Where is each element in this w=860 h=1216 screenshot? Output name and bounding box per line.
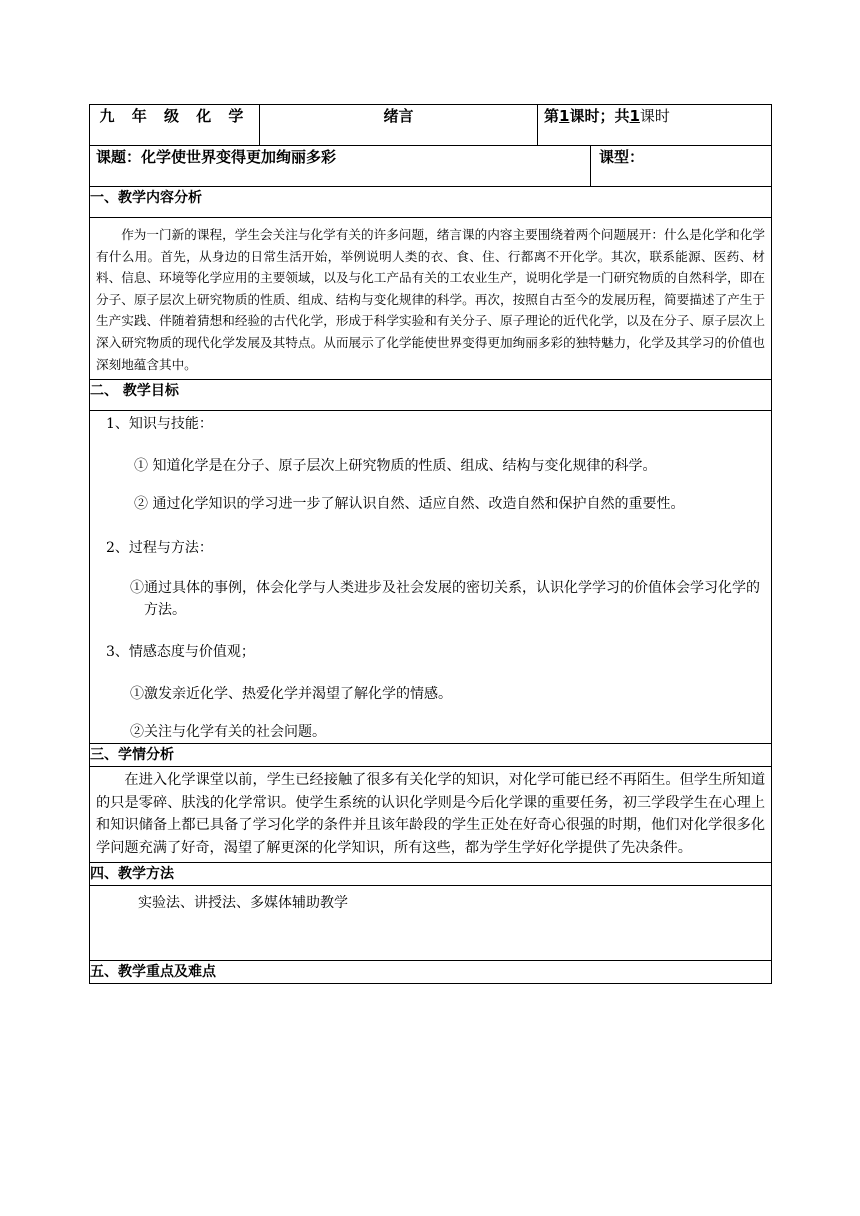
lesson-number: 1 (559, 107, 570, 125)
subject-cell: 九 年 级 化 学 (90, 105, 260, 146)
section2-heading-row (90, 380, 772, 411)
section5-heading-row (90, 960, 772, 983)
header-row (90, 105, 772, 146)
section1-heading: 一、教学内容分析 (90, 187, 772, 218)
section5-heading: 五、教学重点及难点 (90, 960, 772, 983)
section3-body: 在进入化学课堂以前，学生已经接触了很多有关化学的知识，对化学可能已经不再陌生。但学生所知道的只是零碎、肤浅的化学常识。使学生系统的认识化学则是今后化学课的重要任务，初三学段学生在心理上和知识储备上都已具备了学习化学的条件并且该年龄段的学生正处在好奇心很强的时期，他们对化学很多化学问题充满了好奇，渴望了解更深的化学知识，所有这些，都为学生学好化学提供了先决条件。 (90, 767, 772, 862)
lesson-type-label: 课型： (591, 146, 772, 187)
knowledge-item-2: ② 通过化学知识的学习进一步了解认识自然、适应自然、改造自然和保护自然的重要性。 (134, 496, 685, 513)
section4-body-row (90, 885, 772, 960)
section2-body (90, 411, 772, 744)
process-title: 2、过程与方法： (106, 540, 213, 557)
lesson-mid: 课时；共 (569, 107, 630, 125)
lesson-plan-page (89, 104, 771, 984)
lesson-plan-table (89, 104, 772, 984)
knowledge-item-1: ① 知道化学是在分子、原子层次上研究物质的性质、组成、结构与变化规律的科学。 (134, 458, 657, 475)
knowledge-title: 1、知识与技能： (106, 416, 213, 433)
emotion-item-2: ②关注与化学有关的社会问题。 (130, 724, 326, 741)
emotion-item-1: ①激发亲近化学、热爱化学并渴望了解化学的情感。 (130, 686, 452, 703)
lesson-total: 1 (629, 107, 640, 125)
section4-heading-row (90, 862, 772, 885)
section3-heading: 三、学情分析 (90, 744, 772, 767)
section4-body: 实验法、讲授法、多媒体辅助教学 (90, 885, 772, 960)
section4-heading: 四、教学方法 (90, 862, 772, 885)
section1-body-row (90, 218, 772, 380)
section1-heading-row (90, 187, 772, 218)
chapter-cell: 绪言 (260, 105, 538, 146)
lesson-prefix: 第 (544, 107, 560, 125)
section1-body: 作为一门新的课程，学生会关注与化学有关的许多问题，绪言课的内容主要围绕着两个问题展开：什么是化学和化学有什么用。首先，从身边的日常生活开始，举例说明人类的衣、食、住、行都离不开化学。其次，联系能源、医药、材料、信息、环境等化学应用的主要领域，以及与化工产品有关的工农业生产，说明化学是一门研究物质的自然科学，即在分子、原子层次上研究物质的性质、组成、结构与变化规律的科学。再次，按照自古至今的发展历程，简要描述了产生于生产实践、伴随着猜想和经验的古代化学，形成于科学实验和有关分子、原子理论的近代化学，以及在分子、原子层次上深入研究物质的现代化学发展及其特点。从而展示了化学能使世界变得更加绚丽多彩的独特魅力，化学及其学习的价值也深刻地蕴含其中。 (90, 218, 772, 380)
lesson-suffix: 课时 (639, 107, 670, 125)
section2-body-row (90, 411, 772, 744)
lesson-count-cell (538, 105, 772, 146)
topic-row (90, 146, 772, 187)
section3-body-row (90, 767, 772, 862)
emotion-title: 3、情感态度与价值观； (106, 644, 255, 661)
section3-heading-row (90, 744, 772, 767)
section2-heading: 二、 教学目标 (90, 380, 772, 411)
process-item-1: ①通过具体的事例，体会化学与人类进步及社会发展的密切关系，认识化学学习的价值体会学习化学的方法。 (130, 580, 760, 619)
topic-title: 课题：化学使世界变得更加绚丽多彩 (90, 146, 591, 187)
